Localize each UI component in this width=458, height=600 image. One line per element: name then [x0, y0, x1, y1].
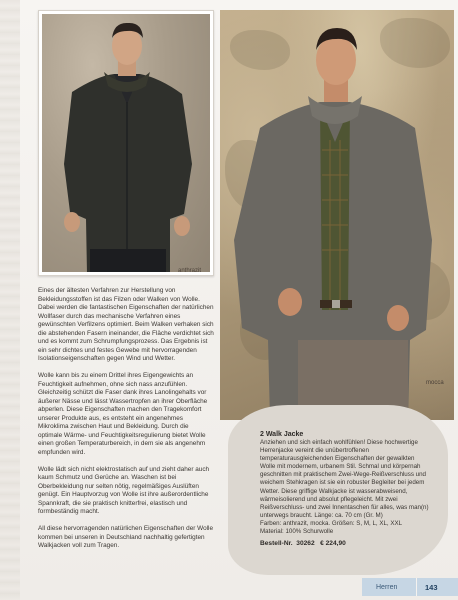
man-anthrazit-jacket-illustration — [42, 14, 210, 272]
product-description: Anziehen und sich einfach wohlfühlen! Diese hochwertige Herrenjacke vereint die unübertroffenen temperaturausgleichenden Eigenschaften der gewalkten Wolle mit modernem, urbanem Stil. Schmal und körpernah geschnitten mit praktischem Zwei-Wege-Reißverschluss und weichem Stehkragen ist sie ein robuster Begleiter bei jedem Wetter. Diese griffige Walkjacke ist wasserabweisend, wärmeisolierend und absolut pflegeleicht. Mit zwei Reißverschluss- und zwei Innentaschen für alles, was man(n) unterwegs braucht. Länge: ca. 70 cm (Gr. M) — [260, 439, 429, 519]
article-body — [38, 287, 214, 559]
section-name: Herren — [376, 583, 398, 591]
paragraph-summary: All diese hervorragenden natürlichen Eigenschaften der Wolle kommen bei unseren in Deutschland nachhaltig gefertigten Walkjacken voll zum Tragen. — [38, 525, 214, 549]
product-title: 2 Walk Jacke — [260, 431, 304, 438]
order-line — [260, 540, 430, 547]
product-colors-sizes: Farben: anthrazit, mocka. Größen: S, M, L, XL, XXL — [260, 519, 403, 527]
product-material: Material: 100% Schurwolle — [260, 528, 334, 536]
order-number-label: Bestell-Nr. — [260, 540, 293, 548]
page-footer-tab — [362, 578, 458, 596]
color-caption-anthrazit: anthrazit — [178, 268, 202, 272]
photo-anthrazit-image — [42, 14, 210, 272]
product-info-box — [228, 405, 448, 575]
product-price: € 224,90 — [320, 540, 346, 548]
color-caption-mocca: mocca — [426, 380, 444, 386]
paragraph-care: Wolle lädt sich nicht elektrostatisch auf und zieht daher auch kaum Schmutz und Gerüche an. Waschen ist bei Oberbekleidung nur selten nötig, regelmäßiges Auslüften genügt. Ein Hauptvorzug von Wolle ist ihre außerordentliche Spannkraft, die sie praktisch knitterfrei, elastisch und formbeständig macht. — [38, 465, 210, 515]
page-number: 143 — [416, 578, 438, 596]
torn-paper-edge — [0, 0, 20, 600]
order-number: 30262 — [296, 540, 315, 548]
man-mocca-jacket-illustration — [220, 10, 454, 420]
paragraph-moisture: Wolle kann bis zu einem Drittel ihres Eigengewichts an Feuchtigkeit aufnehmen, ohne sich nass anzufühlen. Gleichzeitig schützt die Faser dank ihres Lanolingehalts vor äußerer Nässe und lässt Wassertropfen an ihrer Oberfläche abperlen. Diese Eigenschaften machen den Tragekomfort unserer Produkte aus, es entsteht ein angenehmes Mikroklima zwischen Haut und Bekleidung. Durch die optimale Wärme- und Feuchtigkeitsregulierung bietet Wolle einen großen Temperaturbereich, in dem sie als angenehm empfunden wird. — [38, 372, 208, 456]
product-photo-mocca — [220, 10, 454, 420]
product-photo-anthrazit — [38, 10, 214, 276]
paragraph-walking-process: Eines der ältesten Verfahren zur Herstellung von Bekleidungsstoffen ist das Filzen oder Walken von Wolle. Dabei werden die fantastischen Eigenschaften der natürlichen Wollfaser durch das mechanische Verfahren eines gewünschten Verfilzens optimiert. Beim Walken verhaken sich die abstehenden Fasern ineinander, die Fläche verdichtet sich und es kommt zum Schrumpfungsprozess. Das Ergebnis ist ein sehr dichtes und festes Gewebe mit hervorragenden Isolationseigenschaften gegen Wind und Wetter. — [38, 287, 214, 362]
